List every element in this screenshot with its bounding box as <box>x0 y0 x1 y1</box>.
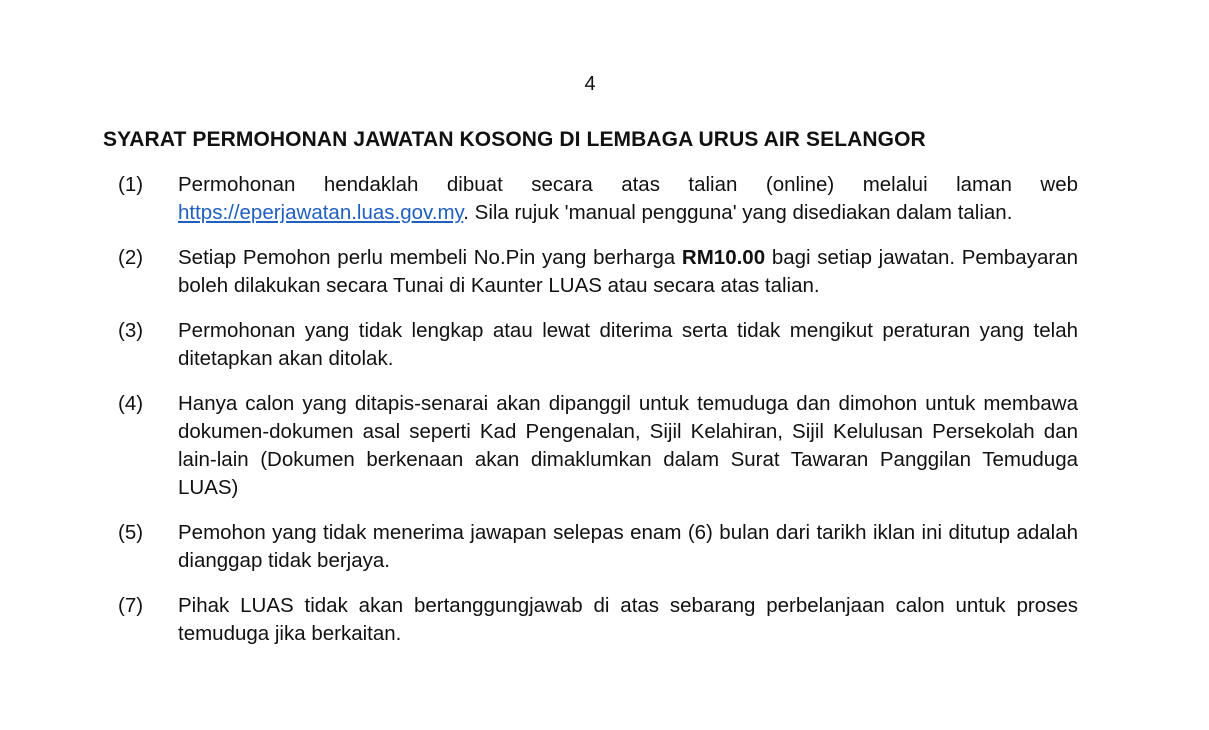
requirement-item-5 <box>118 519 1078 575</box>
requirement-text: Pihak LUAS tidak akan bertanggungjawab di atas sebarang perbelanjaan calon untuk proses temuduga jika berkaitan. <box>178 594 1078 645</box>
requirement-number: (1) <box>118 173 144 196</box>
requirement-text <box>178 244 1078 300</box>
requirement-item-2 <box>118 244 1078 300</box>
requirement-text-part: . Sila rujuk 'manual pengguna' yang disediakan dalam talian. <box>463 201 1013 224</box>
requirement-text: Pemohon yang tidak menerima jawapan selepas enam (6) bulan dari tarikh iklan ini ditutup adalah dianggap tidak berjaya. <box>178 521 1078 572</box>
page-number: 4 <box>584 73 596 95</box>
pin-price: RM10.00 <box>681 246 766 269</box>
document-title: SYARAT PERMOHONAN JAWATAN KOSONG DI LEMBAGA URUS AIR SELANGOR <box>103 128 926 151</box>
requirement-text: Hanya calon yang ditapis-senarai akan dipanggil untuk temuduga dan dimohon untuk membawa dokumen-dokumen asal seperti Kad Pengenalan, Sijil Kelahiran, Sijil Kelulusan Persekolah dan lain-lain (Dokumen berkenaan akan dimaklumkan dalam Surat Tawaran Panggilan Temuduga LUAS) <box>178 392 1078 499</box>
application-portal-link[interactable]: https://eperjawatan.luas.gov.my <box>178 201 464 224</box>
requirement-number: (7) <box>118 594 144 617</box>
requirement-text <box>178 171 1078 227</box>
requirement-item-1 <box>118 171 1078 227</box>
requirement-text-part: bagi setiap jawatan. Pembayaran boleh dilakukan secara Tunai di Kaunter LUAS atau secara atas talian. <box>178 246 1078 297</box>
requirement-item-3 <box>118 317 1078 373</box>
requirement-item-7 <box>118 592 1078 648</box>
requirement-text: Permohonan yang tidak lengkap atau lewat diterima serta tidak mengikut peraturan yang telah ditetapkan akan ditolak. <box>178 319 1078 370</box>
requirement-text-part: Setiap Pemohon perlu membeli No.Pin yang berharga <box>178 246 682 269</box>
requirement-number: (3) <box>118 319 144 342</box>
requirement-number: (2) <box>118 246 144 269</box>
requirement-text-part: Permohonan hendaklah dibuat secara atas talian (online) melalui laman web <box>178 173 1078 196</box>
requirement-item-4 <box>118 390 1078 502</box>
requirements-list <box>118 171 1078 665</box>
requirement-number: (4) <box>118 392 144 415</box>
requirement-number: (5) <box>118 521 144 544</box>
